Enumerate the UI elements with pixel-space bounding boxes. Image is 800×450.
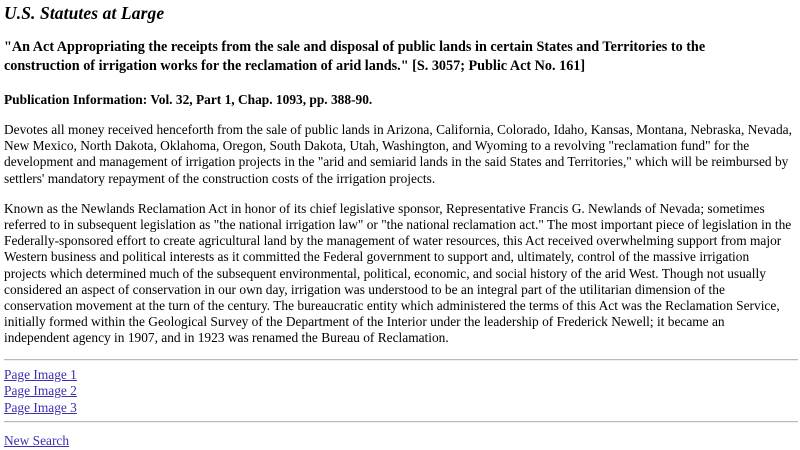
page-image-1-link[interactable]: Page Image 1 (4, 366, 77, 382)
publication-information: Publication Information: Vol. 32, Part 1, Chap. 1093, pp. 388-90. (4, 92, 373, 107)
list-item (4, 367, 795, 384)
page-image-3-link[interactable]: Page Image 3 (4, 399, 77, 415)
historical-note-paragraph: Known as the Newlands Reclamation Act in honor of its chief legislative sponsor, Representative Francis G. Newlands of Nevada; sometimes referred to in subsequent legislation as "the national irrigation law" or "the national reclamation act." The most important piece of legislation in the Federally-sponsored effort to create agricultural land by the management of water resources, this Act received overwhelming support from major Western business and political interests as it committed the Federal government to support and, ultimately, control of the massive irrigation projects which determined much of the subsequent environmental, political, economic, and social history of the arid West. Though not usually considered an aspect of conservation in our own day, irrigation was understood to be an integral part of the utilitarian dimension of the conservation movement at the turn of the century. The bureaucratic entity which administered the terms of this Act was the Reclamation Service, initially formed within the Geological Survey of the Department of the Interior under the leadership of Frederick Newell; it became an independent agency in 1907, and in 1923 was renamed the Bureau of Reclamation. (4, 200, 792, 346)
page-title: U.S. Statutes at Large (4, 3, 165, 23)
summary-paragraph: Devotes all money received henceforth from the sale of public lands in Arizona, California, Colorado, Idaho, Kansas, Montana, Nebraska, Nevada, New Mexico, North Dakota, Oklahoma, Oregon, South Dakota, Utah, Washington, and Wyoming to a revolving "reclamation fund" for the development and management of irrigation projects in the "arid and semiarid lands in the said States and Territories," which will be reimbursed by settlers' mandatory repayment of the construction costs of the irrigation projects. (4, 122, 792, 186)
new-search-link[interactable]: New Search (4, 433, 70, 449)
page-image-link-list (4, 361, 795, 422)
list-item (4, 383, 795, 400)
footer-link-list (4, 423, 795, 450)
page-image-2-link[interactable]: Page Image 2 (4, 383, 77, 399)
list-item (4, 400, 795, 417)
act-heading: "An Act Appropriating the receipts from the sale and disposal of public lands in certain States and Territories to the construction of irrigation works for the reclamation of arid lands." [S. 3057; Public Act No. 161] (4, 39, 706, 74)
